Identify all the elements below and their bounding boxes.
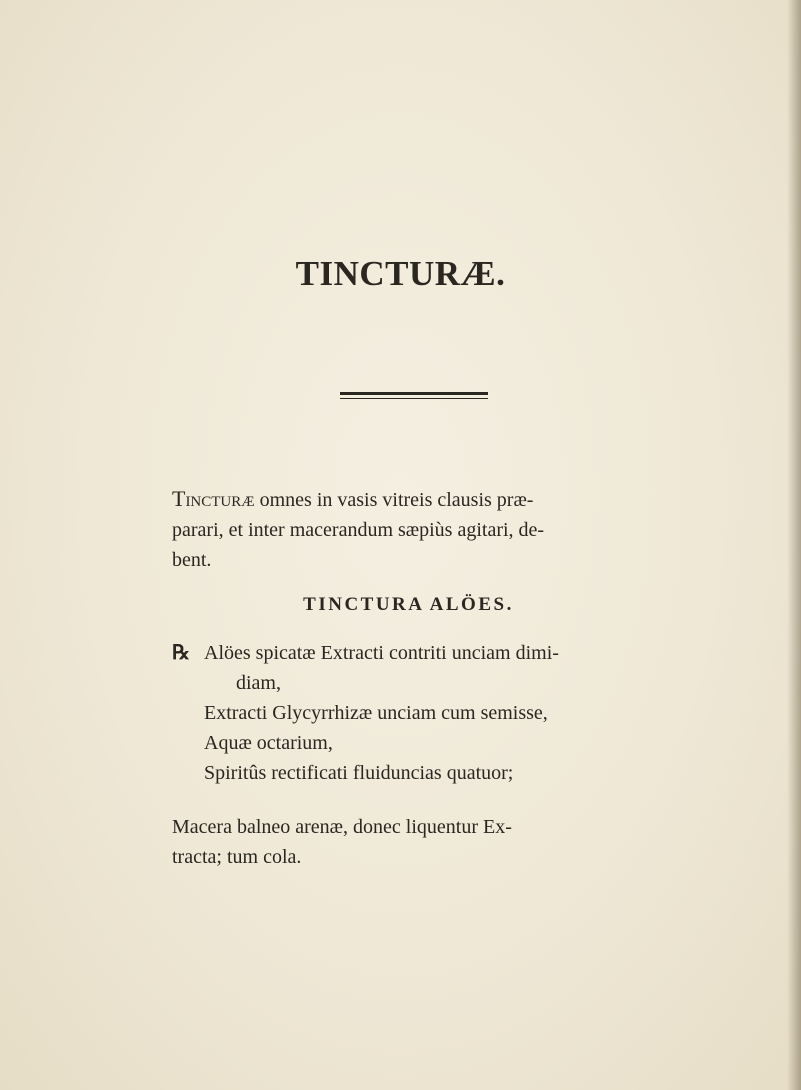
page-edge-shadow [787, 0, 801, 1090]
method-paragraph [172, 812, 662, 872]
ingredient-text: Aquæ octarium, [204, 732, 333, 754]
ingredient-text: Spiritûs rectificati fluiduncias quatuor; [204, 762, 514, 784]
recipe-title: TINCTURA ALÖES. [303, 594, 514, 615]
intro-paragraph [172, 484, 662, 575]
ingredient-item [172, 758, 662, 788]
intro-line-3: bent. [172, 549, 212, 571]
ingredient-list [172, 638, 662, 788]
rule-thin-line [340, 398, 488, 399]
ingredient-item [172, 638, 662, 698]
intro-line-2: parari, et inter macerandum sæpiùs agitari, de- [172, 519, 545, 541]
ingredient-item [172, 698, 662, 728]
intro-line-1: omnes in vasis vitreis clausis præ- [254, 489, 534, 511]
section-title: TINCTURÆ. [295, 254, 506, 293]
method-line-2: tracta; tum cola. [172, 846, 302, 868]
ingredient-text-continued: diam, [236, 672, 281, 694]
ingredient-item [172, 728, 662, 758]
rule-thick-line [340, 392, 488, 395]
intro-lead-word: Tincturæ [172, 486, 255, 511]
method-line-1: Macera balneo arenæ, donec liquentur Ex- [172, 816, 512, 838]
recipe-symbol-icon: ℞ [172, 642, 190, 664]
ingredient-text: Alöes spicatæ Extracti contriti unciam dimi- [204, 642, 559, 664]
title-rule [340, 392, 488, 399]
ingredient-text: Extracti Glycyrrhizæ unciam cum semisse, [204, 702, 548, 724]
